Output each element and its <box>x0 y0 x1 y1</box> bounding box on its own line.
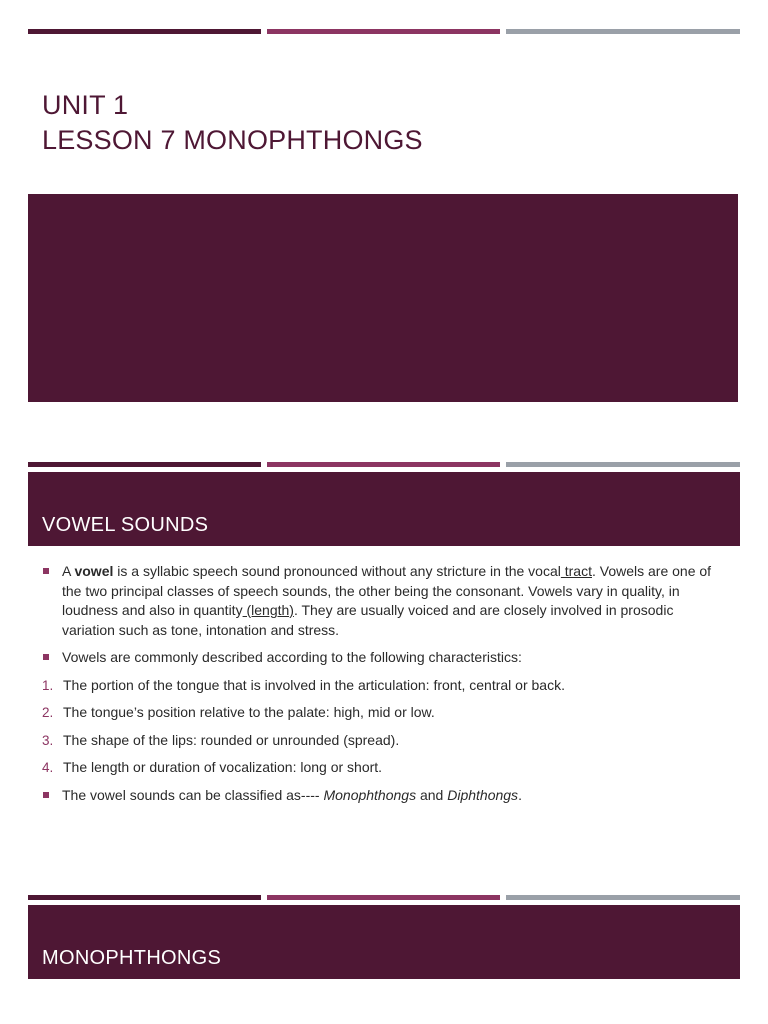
section-heading-vowel-sounds: VOWEL SOUNDS <box>42 514 209 536</box>
title-slide-banner <box>28 194 738 402</box>
title-lesson: LESSON 7 MONOPHTHONGS <box>42 125 423 155</box>
accent-bar-gray <box>506 29 740 34</box>
link-tract[interactable]: tract <box>560 563 592 579</box>
list-item: The vowel sounds can be classified as---- Monophthongs and Diphthongs. <box>42 786 722 806</box>
accent-bar-dark <box>28 462 261 467</box>
square-bullet-icon <box>43 792 49 798</box>
accent-bar-dark <box>28 895 261 900</box>
numbered-item: 3. The shape of the lips: rounded or unrounded (spread). <box>42 731 400 748</box>
accent-bar-plum <box>267 895 500 900</box>
numbered-item: 1. The portion of the tongue that is involved in the articulation: front, central or back. <box>42 676 565 693</box>
accent-bar-dark <box>28 29 261 34</box>
section-heading-monophthongs: MONOPHTHONGS <box>42 947 222 969</box>
accent-bar-plum <box>267 29 500 34</box>
numbered-item: 4. The length or duration of vocalization: long or short. <box>42 759 383 775</box>
accent-bar-gray <box>506 462 740 467</box>
square-bullet-icon <box>43 568 49 574</box>
vowel-content-list <box>42 562 722 813</box>
slide-title <box>42 88 423 158</box>
accent-bar-gray <box>506 895 740 900</box>
list-item: A vowel is a syllabic speech sound pronounced without any stricture in the vocal tract. Vowels are one of the two principal classes of speech sounds, the other being the consonant. Vowels vary in quality, in loudness and also in quantity (length). They are usually voiced and are closely involved in prosodic variation such as tone, intonation and stress. <box>42 562 722 640</box>
list-item: Vowels are commonly described according to the following characteristics: <box>42 648 722 668</box>
accent-bar-plum <box>267 462 500 467</box>
title-unit: UNIT 1 <box>42 90 129 120</box>
vowel-term: vowel <box>74 563 114 579</box>
link-length[interactable]: (length) <box>242 602 294 618</box>
square-bullet-icon <box>43 654 49 660</box>
numbered-item: 2. The tongue’s position relative to the palate: high, mid or low. <box>42 704 435 720</box>
